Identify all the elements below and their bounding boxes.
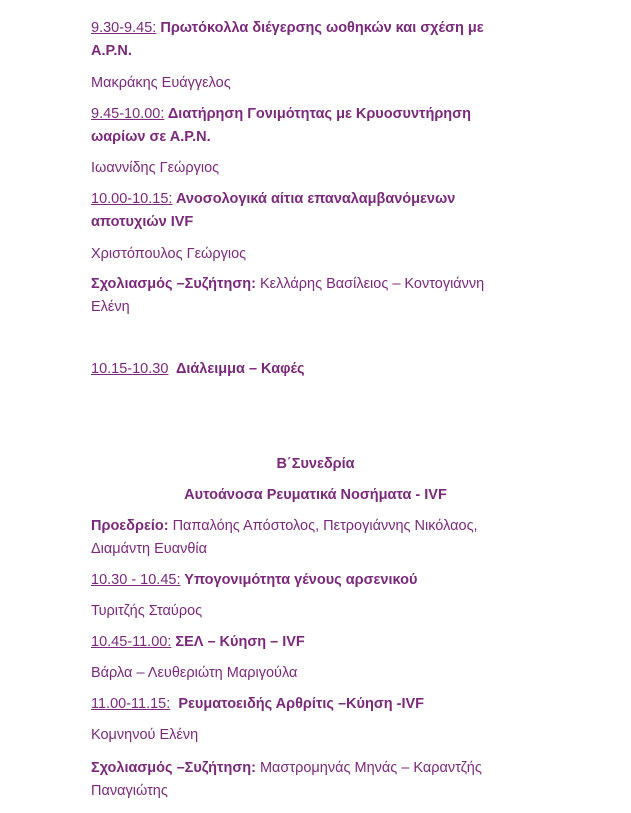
talk-6-speaker: Κομνηνού Ελένη: [91, 727, 199, 743]
talk-3-title-cont: αποτυχιών IVF: [91, 214, 194, 230]
talk-1-speaker: Μακράκης Ευάγγελος: [91, 75, 231, 91]
talk-5-title: 10.45-11.00: ΣΕΛ – Κύηση – IVF: [91, 634, 305, 650]
talk-6-time: 11.00-11.15:: [91, 696, 171, 712]
talk-3-speaker: Χριστόπουλος Γεώργιος: [91, 246, 247, 262]
discussion-b: Σχολιασμός –Συζήτηση: Μαστρομηνάς Μηνάς – Καραντζής: [91, 760, 482, 776]
talk-2-title-cont: ωαρίων σε Α.Ρ.Ν.: [91, 129, 211, 145]
session-b-heading: Β΄Συνεδρία: [276, 456, 355, 472]
break-time: 10.15-10.30: [91, 361, 169, 377]
talk-3-time: 10.00-10.15:: [91, 191, 173, 207]
discussion-a-label: Σχολιασμός –Συζήτηση:: [91, 276, 256, 292]
talk-4-title: 10.30 - 10.45: Υπογονιμότητα γένους αρσενικού: [91, 572, 418, 588]
discussion-b-cont: Παναγιώτης: [91, 783, 168, 799]
chairs-cont: Διαμάντη Ευανθία: [91, 541, 207, 557]
chairs: Προεδρείο: Παπαλόης Απόστολος, Πετρογιάννης Νικόλαος,: [91, 518, 478, 534]
talk-1-time: 9.30-9.45:: [91, 20, 157, 36]
discussion-a-cont: Ελένη: [91, 299, 130, 315]
talk-2-speaker: Ιωαννίδης Γεώργιος: [91, 160, 220, 176]
talk-5-speaker: Βάρλα – Λευθεριώτη Μαριγούλα: [91, 665, 298, 681]
session-b-subtitle: Αυτοάνοσα Ρευματικά Νοσήματα - IVF: [184, 487, 447, 503]
talk-1-title: 9.30-9.45: Πρωτόκολλα διέγερσης ωοθηκών και σχέση με: [91, 20, 484, 36]
talk-1-title-cont: Α.Ρ.Ν.: [91, 43, 132, 59]
coffee-break: 10.15-10.30 Διάλειμμα – Καφές: [91, 361, 305, 377]
talk-4-speaker: Τυριτζής Σταύρος: [91, 603, 203, 619]
talk-6-title: 11.00-11.15: Ρευματοειδής Αρθρίτις –Κύηση -IVF: [91, 696, 425, 712]
chairs-label: Προεδρείο:: [91, 518, 169, 534]
talk-4-time: 10.30 - 10.45:: [91, 572, 181, 588]
discussion-b-label: Σχολιασμός –Συζήτηση:: [91, 760, 256, 776]
talk-3-title: 10.00-10.15: Ανοσολογικά αίτια επαναλαμβανόμενων: [91, 191, 456, 207]
discussion-a: Σχολιασμός –Συζήτηση: Κελλάρης Βασίλειος – Κοντογιάννη: [91, 276, 485, 292]
talk-2-title: 9.45-10.00: Διατήρηση Γονιμότητας με Κρυοσυντήρηση: [91, 106, 471, 122]
talk-5-time: 10.45-11.00:: [91, 634, 172, 650]
talk-2-time: 9.45-10.00:: [91, 106, 165, 122]
